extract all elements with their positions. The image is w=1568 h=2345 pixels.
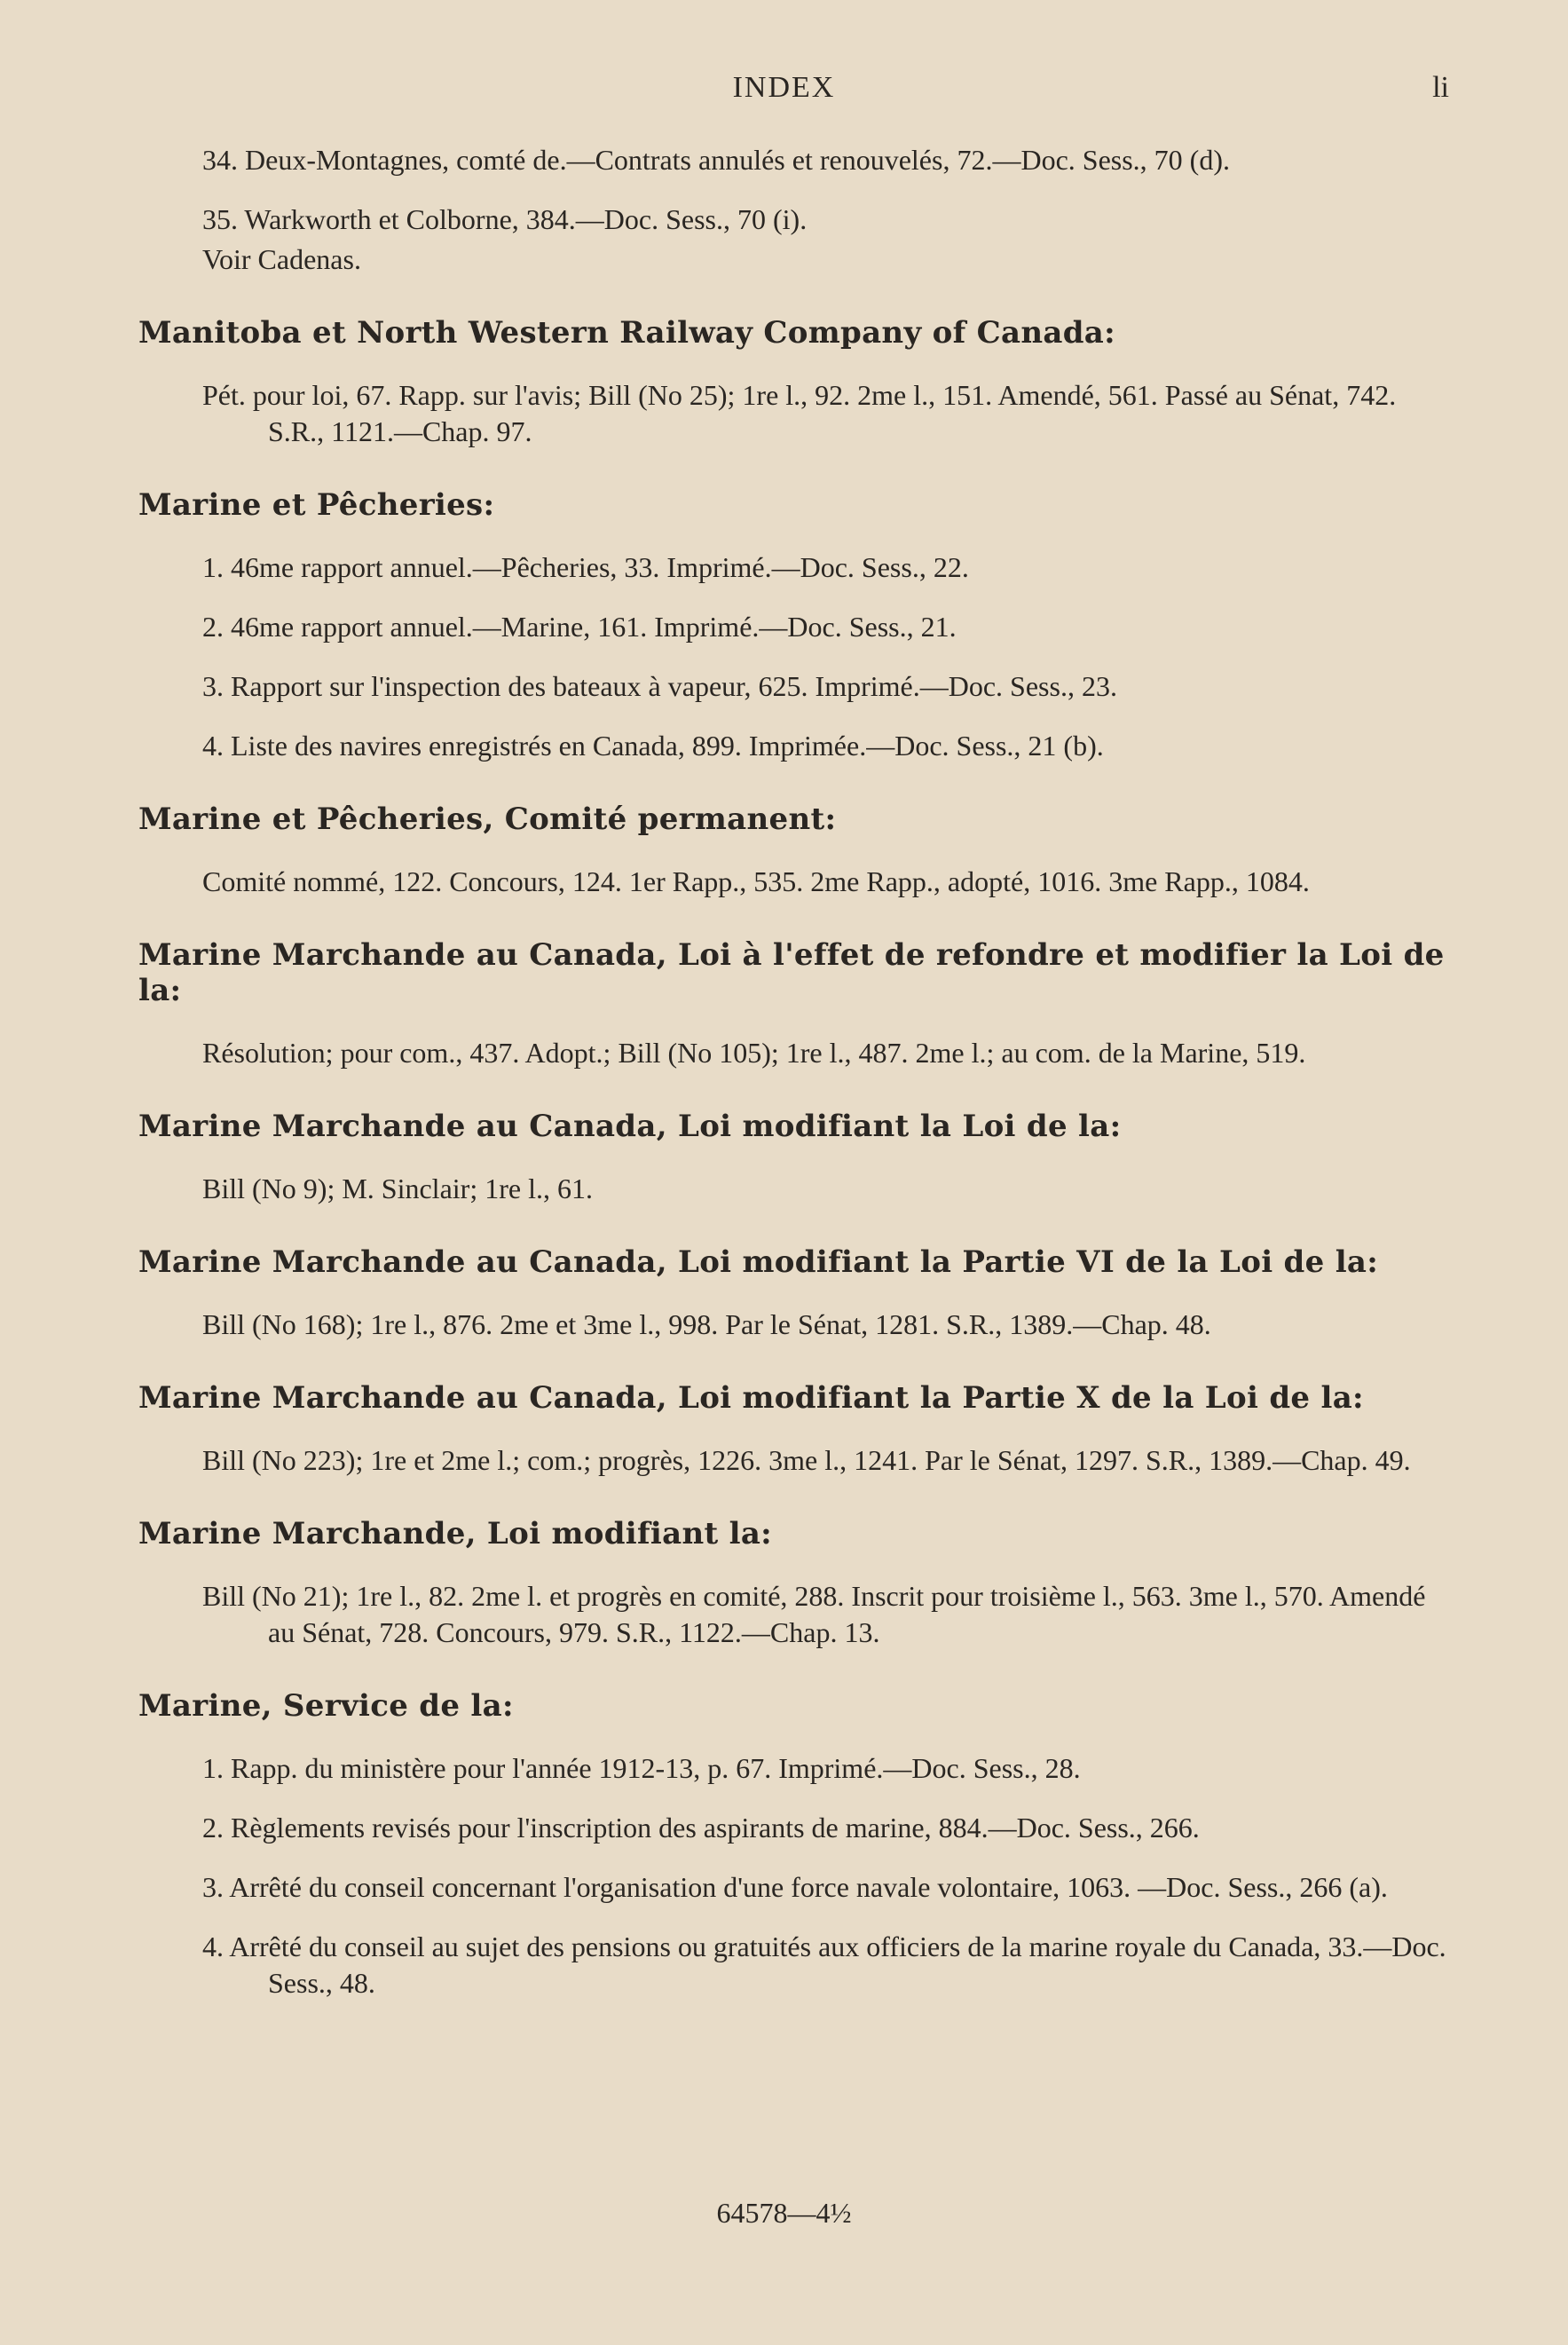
index-entry: 4. Arrêté du conseil au sujet des pensions ou gratuités aux officiers de la marine royale du Canada, 33.—Doc. Sess., 48.	[202, 1930, 1446, 1999]
index-entry: 1. 46me rapport annuel.—Pêcheries, 33. Imprimé.—Doc. Sess., 22.	[202, 551, 969, 583]
section-heading: Marine et Pêcheries:	[138, 487, 495, 523]
see-also-entry: Voir Cadenas.	[202, 243, 361, 275]
index-section	[133, 1516, 1455, 1651]
index-entry: 3. Rapport sur l'inspection des bateaux à vapeur, 625. Imprimé.—Doc. Sess., 23.	[202, 670, 1117, 702]
section-heading: Marine, Service de la:	[138, 1688, 514, 1724]
index-section	[133, 801, 1455, 900]
index-entry: 4. Liste des navires enregistrés en Canada, 899. Imprimée.—Doc. Sess., 21 (b).	[202, 730, 1104, 762]
index-entry: 1. Rapp. du ministère pour l'année 1912-13, p. 67. Imprimé.—Doc. Sess., 28.	[202, 1752, 1081, 1784]
index-section	[133, 1688, 1455, 2002]
page-header	[0, 71, 1568, 110]
index-entry: 3. Arrêté du conseil concernant l'organisation d'une force navale volontaire, 1063. —Doc. Sess., 266 (a).	[202, 1871, 1388, 1903]
index-entry: 34. Deux-Montagnes, comté de.—Contrats annulés et renouvelés, 72.—Doc. Sess., 70 (d).	[202, 144, 1230, 176]
section-heading: Marine Marchande au Canada, Loi modifiant la Partie X de la Loi de la:	[138, 1380, 1364, 1416]
index-section	[133, 1109, 1455, 1207]
section-heading: Marine Marchande au Canada, Loi modifiant la Loi de la:	[138, 1109, 1122, 1144]
index-entry: Comité nommé, 122. Concours, 124. 1er Rapp., 535. 2me Rapp., adopté, 1016. 3me Rapp., 1084.	[202, 865, 1310, 897]
page-number: li	[1432, 71, 1449, 104]
index-entry: 35. Warkworth et Colborne, 384.—Doc. Sess., 70 (i).	[202, 203, 808, 235]
index-section	[133, 1380, 1455, 1479]
index-entry: 2. 46me rapport annuel.—Marine, 161. Imprimé.—Doc. Sess., 21.	[202, 611, 957, 643]
section-heading: Marine Marchande au Canada, Loi modifiant la Partie VI de la Loi de la:	[138, 1244, 1379, 1280]
intro-section	[133, 142, 1455, 278]
index-entry: Bill (No 9); M. Sinclair; 1re l., 61.	[202, 1172, 593, 1204]
section-heading: Marine et Pêcheries, Comité permanent:	[138, 801, 837, 837]
index-entry: 2. Règlements revisés pour l'inscription des aspirants de marine, 884.—Doc. Sess., 266.	[202, 1812, 1200, 1844]
index-entry: Résolution; pour com., 437. Adopt.; Bill (No 105); 1re l., 487. 2me l.; au com. de la Marine, 519.	[202, 1037, 1306, 1069]
index-entry: Pét. pour loi, 67. Rapp. sur l'avis; Bill (No 25); 1re l., 92. 2me l., 151. Amendé, 561. Passé au Sénat, 742. S.R., 1121.—Chap. 97.	[202, 379, 1397, 447]
index-entry: Bill (No 223); 1re et 2me l.; com.; progrès, 1226. 3me l., 1241. Par le Sénat, 1297. S.R., 1389.—Chap. 49.	[202, 1444, 1411, 1476]
section-heading: Marine Marchande au Canada, Loi à l'effet de refondre et modifier la Loi de la:	[138, 937, 1445, 1008]
index-section	[133, 315, 1455, 450]
section-heading: Manitoba et North Western Railway Company of Canada:	[138, 315, 1115, 351]
index-entry: Bill (No 21); 1re l., 82. 2me l. et progrès en comité, 288. Inscrit pour troisième l., 563. 3me l., 570. Amendé au Sénat, 728. Concours, 979. S.R., 1122.—Chap. 13.	[202, 1580, 1426, 1648]
page-title: INDEX	[732, 71, 836, 104]
index-content	[133, 142, 1455, 2025]
index-section	[133, 1244, 1455, 1343]
index-section	[133, 487, 1455, 764]
index-entry: Bill (No 168); 1re l., 876. 2me et 3me l., 998. Par le Sénat, 1281. S.R., 1389.—Chap. 48.	[202, 1308, 1211, 1340]
printer-signature: 64578—4½	[716, 2197, 852, 2229]
index-section	[133, 937, 1455, 1071]
section-heading: Marine Marchande, Loi modifiant la:	[138, 1516, 773, 1551]
